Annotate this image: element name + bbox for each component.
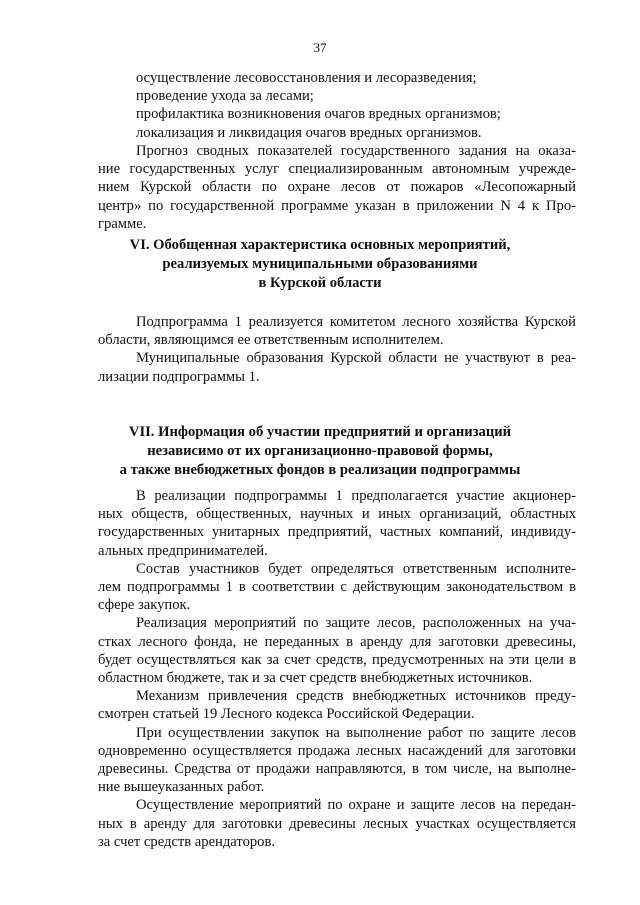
paragraph-line: будет осуществляться как за счет средств, предусмотренных на эти цели в <box>98 651 576 668</box>
paragraph-line: стках лесного фонда, не переданных в аренду для заготовки древесины, <box>98 633 576 650</box>
paragraph-line: ных в аренду для заготовки древесины лесных участках осуществляется <box>98 815 576 832</box>
forecast-paragraph <box>98 142 576 233</box>
list-item: профилактика возникновения очагов вредных организмов; <box>136 106 501 123</box>
paragraph-line: Муниципальные образования Курской области не участвуют в реа- <box>136 350 576 367</box>
paragraph-line: области, являющимся ее ответственным исполнителем. <box>98 332 444 349</box>
paragraph-line: лизации подпрограммы 1. <box>98 368 260 385</box>
paragraph-line: ние государственных услуг специализированным автономным учрежде- <box>98 161 576 178</box>
list-item: локализация и ликвидация очагов вредных организмов. <box>136 124 482 141</box>
intro-list <box>98 69 576 142</box>
heading-line: независимо от их организационно-правовой формы, <box>147 443 493 459</box>
page-number: 37 <box>313 40 327 55</box>
paragraph-line: государственных унитарных предприятий, частных компаний, индивиду- <box>98 524 576 541</box>
paragraph-line: лем подпрограммы 1 в соответствии с действующим законодательством в <box>98 579 576 596</box>
paragraph-line: ние вышеуказанных работ. <box>98 779 265 796</box>
paragraph-line: В реализации подпрограммы 1 предполагается участие акционер- <box>136 488 576 504</box>
paragraph-line: за счет средств арендаторов. <box>98 833 275 850</box>
paragraph-line: Подпрограмма 1 реализуется комитетом лесного хозяйства Курской <box>136 314 576 330</box>
heading-line: в Курской области <box>258 275 382 291</box>
list-item: осуществление лесовосстановления и лесоразведения; <box>136 70 477 86</box>
heading-line: реализуемых муниципальными образованиями <box>162 256 478 272</box>
paragraph-line: одновременно осуществляется продажа лесных насаждений для заготовки <box>98 742 576 759</box>
paragraph-line: При осуществлении закупок на выполнение работ по защите лесов <box>136 724 576 741</box>
section-6-body <box>98 313 576 386</box>
paragraph-line: Прогноз сводных показателей государственного задания на оказа- <box>136 143 576 159</box>
paragraph-line: альных предпринимателей. <box>98 542 268 559</box>
paragraph-line: грамме. <box>98 215 147 232</box>
paragraph-line: сфере закупок. <box>98 597 191 614</box>
section-7-heading <box>80 423 560 480</box>
paragraph-line: Механизм привлечения средств внебюджетных источников преду- <box>136 688 576 705</box>
paragraph-line: ных обществ, общественных, научных и иных организаций, областных <box>98 506 576 523</box>
paragraph-line: Состав участников будет определяться ответственным исполните- <box>136 560 576 577</box>
paragraph-line: областном бюджете, так и за счет средств внебюджетных источников. <box>98 670 533 687</box>
heading-line: VII. Информация об участии предприятий и организаций <box>128 424 512 440</box>
heading-line: VI. Обобщенная характеристика основных мероприятий, <box>129 237 511 253</box>
paragraph-line: нием Курской области по охране лесов от пожаров «Лесопожарный <box>98 179 576 196</box>
list-item: проведение ухода за лесами; <box>136 88 314 105</box>
paragraph-line: смотрен статьей 19 Лесного кодекса Российской Федерации. <box>98 706 475 723</box>
heading-line: а также внебюджетных фондов в реализации подпрограммы <box>119 462 521 478</box>
section-6-heading <box>80 236 560 293</box>
paragraph-line: древесины. Средства от продажи направляются, в том числе, на выполне- <box>98 761 576 778</box>
section-7-body <box>98 487 576 851</box>
paragraph-line: центр» по государственной программе указан в приложении N 4 к Про- <box>98 197 576 214</box>
paragraph-line: Осуществление мероприятий по охране и защите лесов на передан- <box>136 797 576 814</box>
paragraph-line: Реализация мероприятий по защите лесов, расположенных на уча- <box>136 615 576 632</box>
